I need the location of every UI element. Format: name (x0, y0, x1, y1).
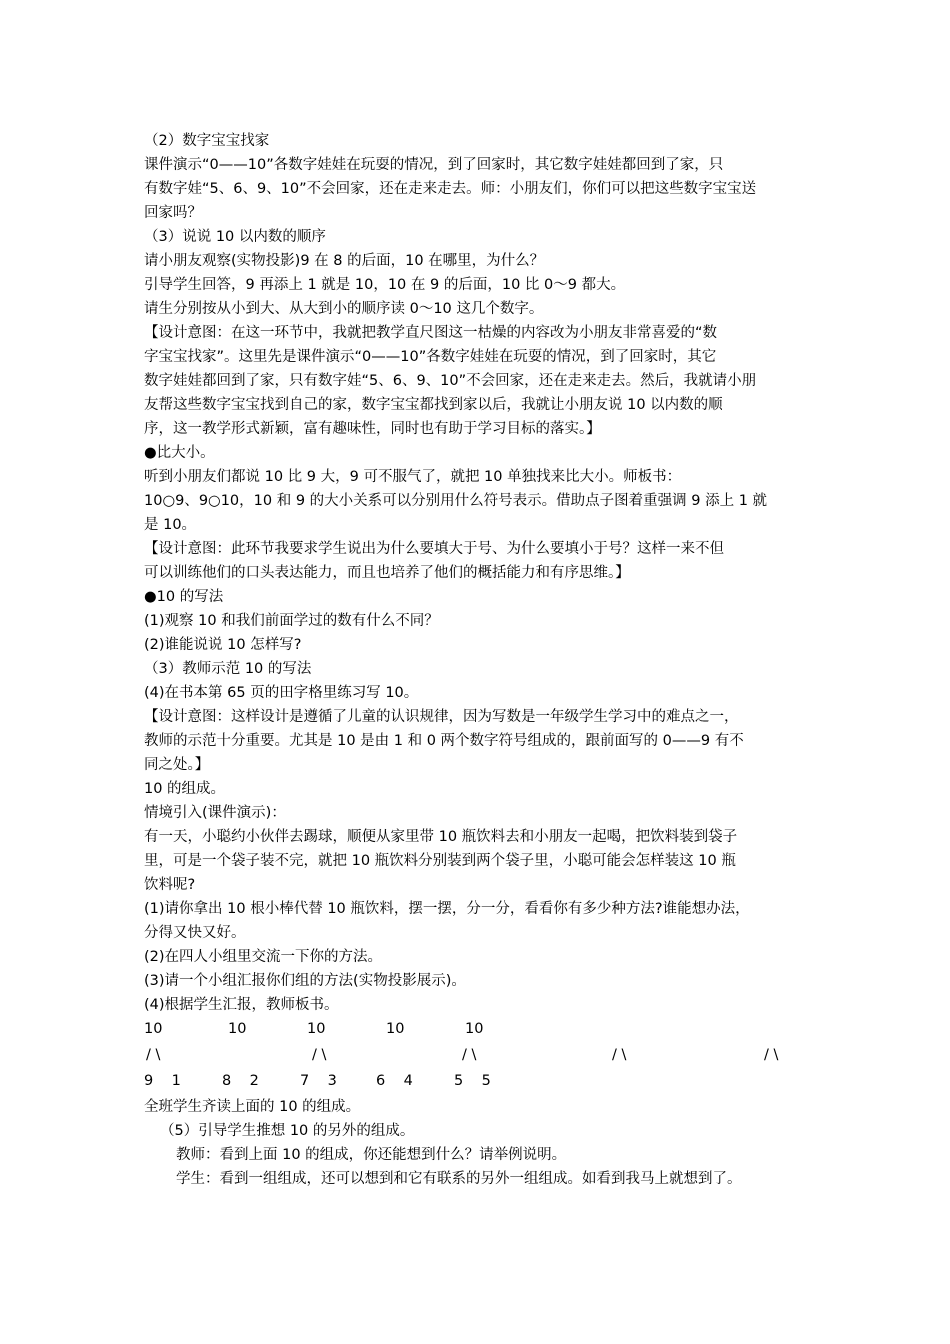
text-line: 听到小朋友们都说 10 比 9 大，9 可不服气了，就把 10 单独找来比大小。师板书： (144, 469, 682, 485)
text-line: (1)请你拿出 10 根小棒代替 10 瓶饮料，摆一摆，分一分，看看你有多少种方法?谁能想办法， (144, 901, 750, 917)
text-line: (3)请一个小组汇报你们组的方法(实物投影展示)。 (144, 973, 466, 989)
composition-top: 10 (144, 1021, 163, 1037)
text-line: 是 10。 (144, 517, 197, 533)
composition-pair: 6 4 (376, 1073, 413, 1089)
text-line: 教师：看到上面 10 的组成，你还能想到什么？请举例说明。 (176, 1147, 567, 1163)
text-line: 引导学生回答，9 再添上 1 就是 10，10 在 9 的后面，10 比 0～9 都大。 (144, 277, 626, 293)
composition-branch: / \ (612, 1047, 627, 1063)
text-line: 有一天，小聪约小伙伴去踢球，顺便从家里带 10 瓶饮料去和小朋友一起喝，把饮料装到袋子 (144, 829, 738, 845)
text-line: (4)根据学生汇报，教师板书。 (144, 997, 339, 1013)
text-line: （3）教师示范 10 的写法 (144, 661, 312, 677)
text-line: 友帮这些数字宝宝找到自己的家，数字宝宝都找到家以后，我就让小朋友说 10 以内数的顺 (144, 397, 723, 413)
text-line: 里，可是一个袋子装不完，就把 10 瓶饮料分别装到两个袋子里，小聪可能会怎样装这 10 瓶 (144, 853, 736, 869)
text-line: 请小朋友观察(实物投影)9 在 8 的后面，10 在哪里，为什么？ (144, 253, 545, 269)
text-line: （3）说说 10 以内数的顺序 (144, 229, 326, 245)
composition-top: 10 (386, 1021, 405, 1037)
text-line: 饮料呢? (144, 877, 196, 893)
composition-top: 10 (228, 1021, 247, 1037)
composition-branch: / \ (764, 1047, 779, 1063)
text-line: (4)在书本第 65 页的田字格里练习写 10。 (144, 685, 419, 701)
text-line: 字宝宝找家”。这里先是课件演示“0——10”各数字娃娃在玩耍的情况，到了回家时，其它 (144, 349, 717, 365)
text-line: （5）引导学生推想 10 的另外的组成。 (160, 1123, 415, 1139)
text-line: ●10 的写法 (144, 589, 224, 605)
composition-top: 10 (465, 1021, 484, 1037)
text-line: 有数字娃“5、6、9、10”不会回家，还在走来走去。师：小朋友们，你们可以把这些数字宝宝送 (144, 181, 757, 197)
text-line: 数字娃娃都回到了家，只有数字娃“5、6、9、10”不会回家，还在走来走去。然后，我就请小朋 (144, 373, 757, 389)
text-line: (2)在四人小组里交流一下你的方法。 (144, 949, 383, 965)
composition-pair: 7 3 (300, 1073, 337, 1089)
text-line: 学生：看到一组组成，还可以想到和它有联系的另外一组组成。如看到我马上就想到了。 (176, 1171, 742, 1187)
text-line: 【设计意图：此环节我要求学生说出为什么要填大于号、为什么要填小于号？这样一来不但 (144, 541, 724, 557)
text-line: (2)谁能说说 10 怎样写? (144, 637, 302, 653)
text-line: 全班学生齐读上面的 10 的组成。 (144, 1099, 361, 1115)
composition-branch: / \ (146, 1047, 161, 1063)
text-line: 10 的组成。 (144, 781, 226, 797)
text-line: （2）数字宝宝找家 (144, 133, 270, 149)
text-line: 序，这一教学形式新颖，富有趣味性，同时也有助于学习目标的落实。】 (144, 421, 601, 437)
text-line: 【设计意图：这样设计是遵循了儿童的认识规律，因为写数是一年级学生学习中的难点之一， (144, 709, 739, 725)
text-line: 请生分别按从小到大、从大到小的顺序读 0～10 这几个数字。 (144, 301, 544, 317)
text-line: 分得又快又好。 (144, 925, 246, 941)
text-line: 【设计意图：在这一环节中，我就把教学直尺图这一枯燥的内容改为小朋友非常喜爱的“数 (144, 325, 718, 341)
text-line: 同之处。】 (144, 757, 210, 773)
text-line: 情境引入(课件演示)： (144, 805, 286, 821)
composition-branch: / \ (462, 1047, 477, 1063)
composition-top: 10 (307, 1021, 326, 1037)
text-line: ●比大小。 (144, 445, 215, 461)
composition-pair: 8 2 (222, 1073, 259, 1089)
composition-pair: 5 5 (454, 1073, 491, 1089)
composition-pair: 9 1 (144, 1073, 181, 1089)
text-line: 回家吗？ (144, 205, 202, 221)
composition-branch: / \ (312, 1047, 327, 1063)
text-line: 教师的示范十分重要。尤其是 10 是由 1 和 0 两个数字符号组成的，跟前面写的 0——9 有不 (144, 733, 744, 749)
text-line: 可以训练他们的口头表达能力，而且也培养了他们的概括能力和有序思维。】 (144, 565, 630, 581)
text-line: (1)观察 10 和我们前面学过的数有什么不同？ (144, 613, 439, 629)
text-line: 10○9、9○10，10 和 9 的大小关系可以分别用什么符号表示。借助点子图着重强调 9 添上 1 就 (144, 493, 768, 509)
text-line: 课件演示“0——10”各数字娃娃在玩耍的情况，到了回家时，其它数字娃娃都回到了家，只 (144, 157, 724, 173)
